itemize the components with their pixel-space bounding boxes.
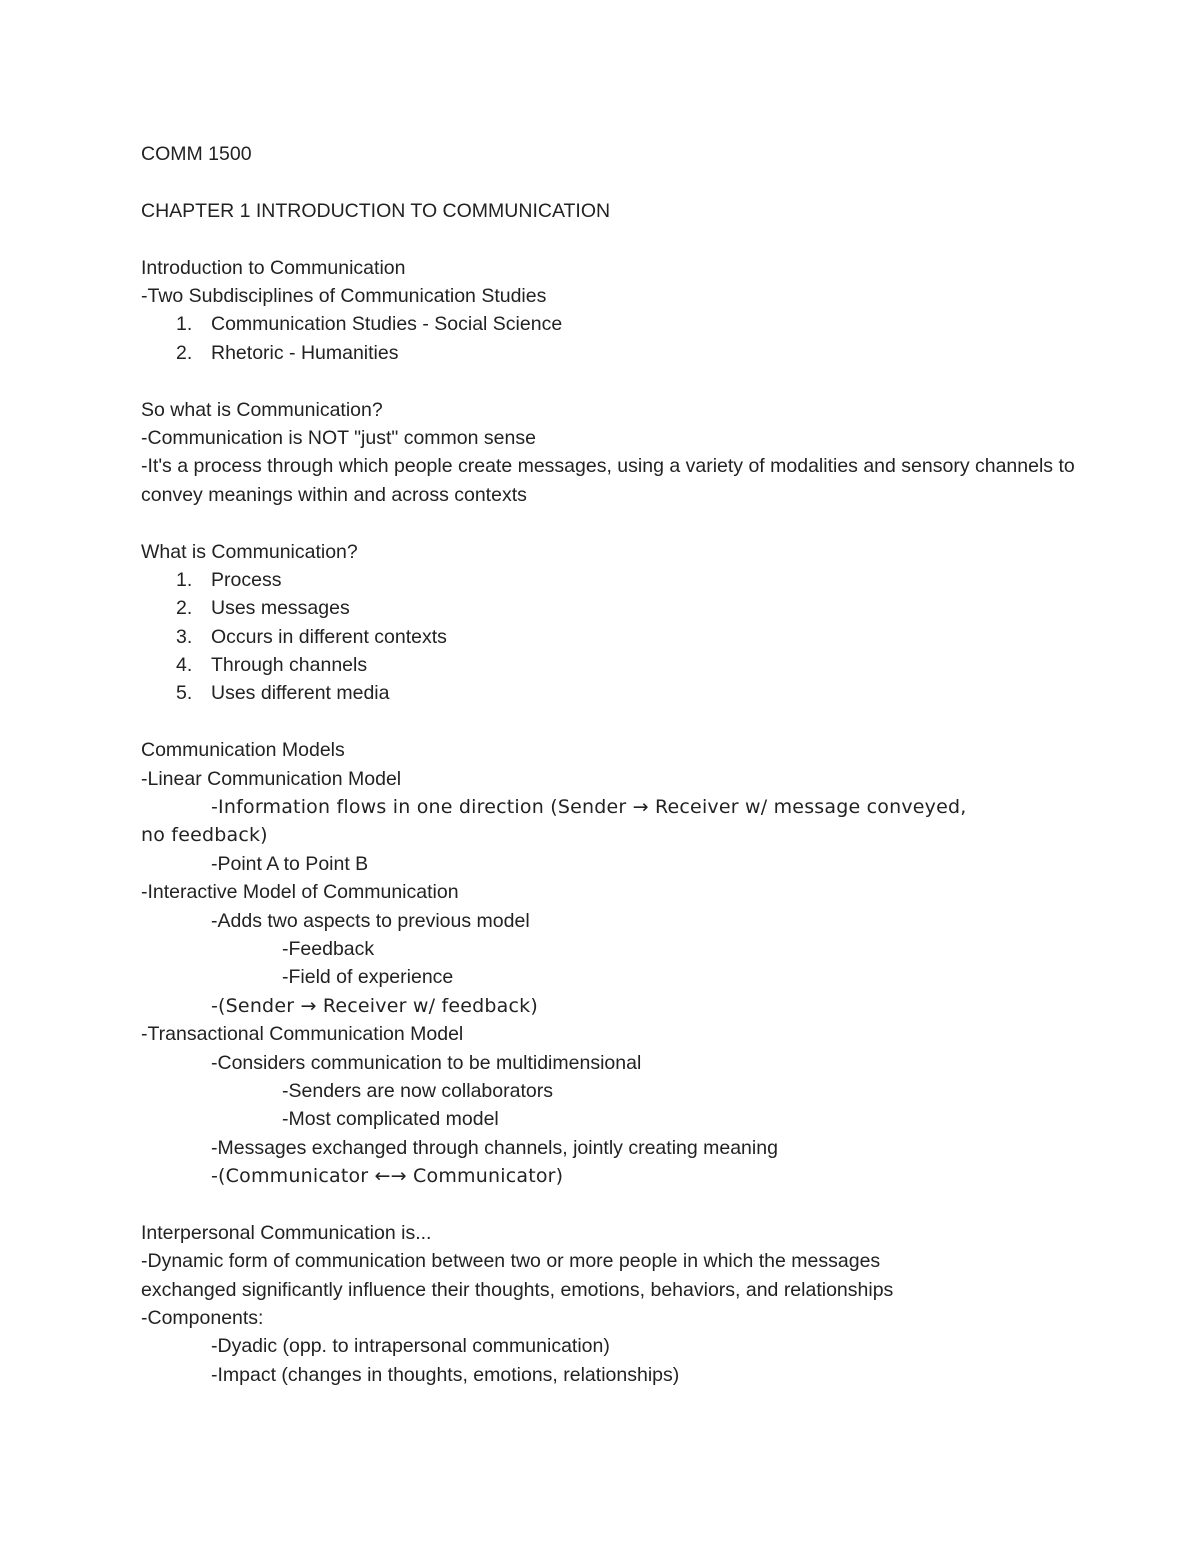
document-content xyxy=(141,140,1081,1389)
spacer xyxy=(141,1190,1081,1218)
list-number: 1. xyxy=(176,313,193,336)
what2-heading: What is Communication? xyxy=(141,540,358,563)
models-heading: Communication Models xyxy=(141,739,345,762)
list-text: Uses messages xyxy=(211,597,350,620)
transactional-model-complicated: -Most complicated model xyxy=(282,1108,499,1131)
list-text: Through channels xyxy=(211,654,368,677)
what-line-2: -It's a process through which people create messages, using a variety of modalities and sensory channels to convey meanings within and across contexts xyxy=(141,455,1075,506)
list-text: Process xyxy=(211,568,282,591)
spacer xyxy=(141,708,1081,736)
list-item xyxy=(141,651,1081,679)
list-number: 1. xyxy=(176,568,193,591)
list-item xyxy=(141,310,1081,338)
interactive-model-feedback: -Feedback xyxy=(282,937,375,960)
spacer xyxy=(141,367,1081,395)
intro-lead: -Two Subdisciplines of Communication Studies xyxy=(141,284,547,307)
interactive-model-field: -Field of experience xyxy=(282,966,454,989)
list-number: 4. xyxy=(176,654,193,677)
linear-model-desc-cont: no feedback) xyxy=(141,824,268,847)
list-text: Communication Studies - Social Science xyxy=(211,313,563,336)
transactional-model-title: -Transactional Communication Model xyxy=(141,1023,464,1046)
what-list xyxy=(141,566,1081,708)
list-item xyxy=(141,594,1081,622)
list-item xyxy=(141,679,1081,707)
interpersonal-def-2: exchanged significantly influence their thoughts, emotions, behaviors, and relationships xyxy=(141,1278,894,1301)
transactional-model-considers: -Considers communication to be multidimensional xyxy=(211,1051,642,1074)
subdisciplines-list xyxy=(141,310,1081,367)
transactional-model-senders: -Senders are now collaborators xyxy=(282,1079,553,1102)
interactive-model-diagram: -(Sender → Receiver w/ feedback) xyxy=(211,994,538,1017)
list-number: 3. xyxy=(176,625,193,648)
spacer xyxy=(141,509,1081,537)
list-number: 2. xyxy=(176,597,193,620)
interactive-model-title: -Interactive Model of Communication xyxy=(141,881,459,904)
list-text: Uses different media xyxy=(211,682,390,705)
list-number: 5. xyxy=(176,682,193,705)
course-code: COMM 1500 xyxy=(141,143,252,165)
spacer xyxy=(141,225,1081,253)
linear-model-desc: -Information flows in one direction (Sender → Receiver w/ message conveyed, xyxy=(211,796,967,819)
list-item xyxy=(141,339,1081,367)
list-item xyxy=(141,566,1081,594)
transactional-model-diagram: -(Communicator ←→ Communicator) xyxy=(211,1165,564,1188)
transactional-model-messages: -Messages exchanged through channels, jointly creating meaning xyxy=(211,1136,778,1159)
interpersonal-dyadic: -Dyadic (opp. to intrapersonal communication) xyxy=(211,1335,610,1358)
interactive-model-adds: -Adds two aspects to previous model xyxy=(211,909,530,932)
list-text: Rhetoric - Humanities xyxy=(211,341,399,364)
what-heading: So what is Communication? xyxy=(141,398,383,421)
interpersonal-components: -Components: xyxy=(141,1307,264,1330)
list-item xyxy=(141,623,1081,651)
what-line-1: -Communication is NOT "just" common sense xyxy=(141,426,536,449)
chapter-title: CHAPTER 1 INTRODUCTION TO COMMUNICATION xyxy=(141,199,611,222)
intro-heading: Introduction to Communication xyxy=(141,256,406,279)
interpersonal-def-1: -Dynamic form of communication between two or more people in which the messages xyxy=(141,1250,881,1273)
linear-model-title: -Linear Communication Model xyxy=(141,767,402,790)
linear-model-point: -Point A to Point B xyxy=(211,852,369,875)
interpersonal-impact: -Impact (changes in thoughts, emotions, relationships) xyxy=(211,1363,680,1386)
spacer xyxy=(141,168,1081,196)
list-text: Occurs in different contexts xyxy=(211,625,447,648)
list-number: 2. xyxy=(176,341,193,364)
interpersonal-heading: Interpersonal Communication is... xyxy=(141,1221,432,1244)
